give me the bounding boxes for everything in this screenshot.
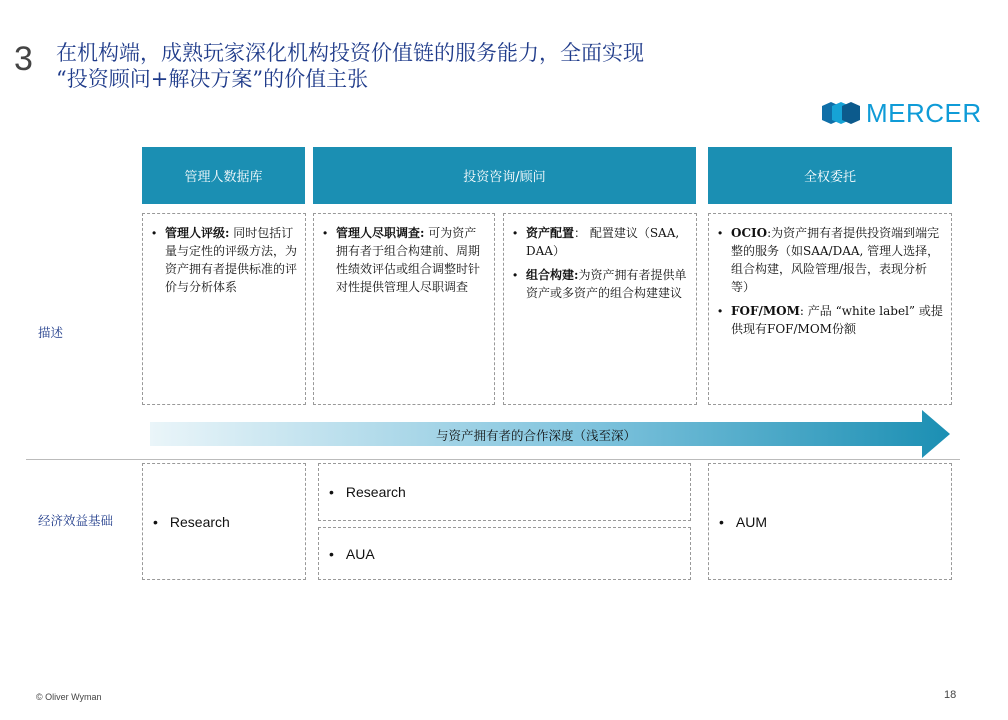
slide-number: 3 <box>14 40 33 78</box>
economics-cell-fiduciary <box>708 463 952 580</box>
description-cell-allocation <box>503 213 697 405</box>
bullet-term: 组合构建: <box>526 268 579 282</box>
bullet-term: OCIO <box>731 226 768 240</box>
header-manager-database: 管理人数据库 <box>142 147 305 204</box>
bullet-text: 同时包括订量与定性的评级方法，为资产拥有者提供标准的评价与分析体系 <box>165 226 298 294</box>
description-bullet <box>320 224 486 296</box>
row-divider <box>26 459 960 460</box>
description-bullet <box>149 224 297 296</box>
bullet-text: 可为资产拥有者于组合构建前、周期性绩效评估或组合调整时针对性提供管理人尽职调查 <box>336 226 481 294</box>
bullet-text: : 产品 “white label” 或提供现有FOF/MOM份额 <box>731 304 943 336</box>
header-investment-advisory: 投资咨询/顾问 <box>313 147 696 204</box>
arrow-label: 与资产拥有者的合作深度（浅至深） <box>435 428 636 443</box>
description-bullet <box>510 266 688 302</box>
page-number: 18 <box>944 689 957 701</box>
economics-value: AUA <box>345 545 375 562</box>
bullet-text: 为资产拥有者提供单资产或多资产的组合构建建议 <box>526 268 687 300</box>
bullet-text: ： 配置建议（SAA, DAA） <box>526 226 680 258</box>
copyright: © Oliver Wyman <box>36 692 102 702</box>
mercer-logo <box>822 97 982 128</box>
bullet: • <box>329 545 334 562</box>
bullet-term: 管理人评级: <box>165 226 230 240</box>
description-bullet <box>510 224 688 260</box>
description-cell-manager-database <box>142 213 306 405</box>
economics-value: Research <box>345 484 406 500</box>
header-fiduciary-management: 全权委托 <box>708 147 952 204</box>
economics-cell-manager-database <box>142 463 306 580</box>
description-cell-due-diligence <box>313 213 495 405</box>
logo-wordmark: MERCER <box>866 97 982 128</box>
bullet: • <box>153 513 158 530</box>
bullet: • <box>329 484 334 500</box>
economics-value: Research <box>169 513 230 530</box>
page-title <box>56 40 644 92</box>
description-bullet <box>715 302 943 338</box>
bullet-term: 管理人尽职调查: <box>336 226 425 240</box>
row-label-economics: 经济效益基础 <box>38 513 114 528</box>
economics-cell-advisory-aua <box>318 527 691 580</box>
economics-cell-advisory-research <box>318 463 691 521</box>
description-cell-fiduciary <box>708 213 952 405</box>
mercer-logo-icon <box>822 102 860 124</box>
economics-value: AUM <box>735 513 768 530</box>
bullet-term: FOF/MOM <box>731 304 800 318</box>
title-line-1: 在机构端，成熟玩家深化机构投资价值链的服务能力，全面实现 <box>56 41 644 65</box>
row-label-description: 描述 <box>38 325 64 340</box>
description-bullet <box>715 224 943 296</box>
title-line-2: “投资顾问+解决方案”的价值主张 <box>56 67 369 91</box>
bullet: • <box>719 513 724 530</box>
bullet-term: 资产配置 <box>526 226 575 240</box>
bullet-text: :为资产拥有者提供投资端到端完整的服务（如SAA/DAA, 管理人选择，组合构建，风险管理/报告，表现分析等） <box>731 226 940 294</box>
